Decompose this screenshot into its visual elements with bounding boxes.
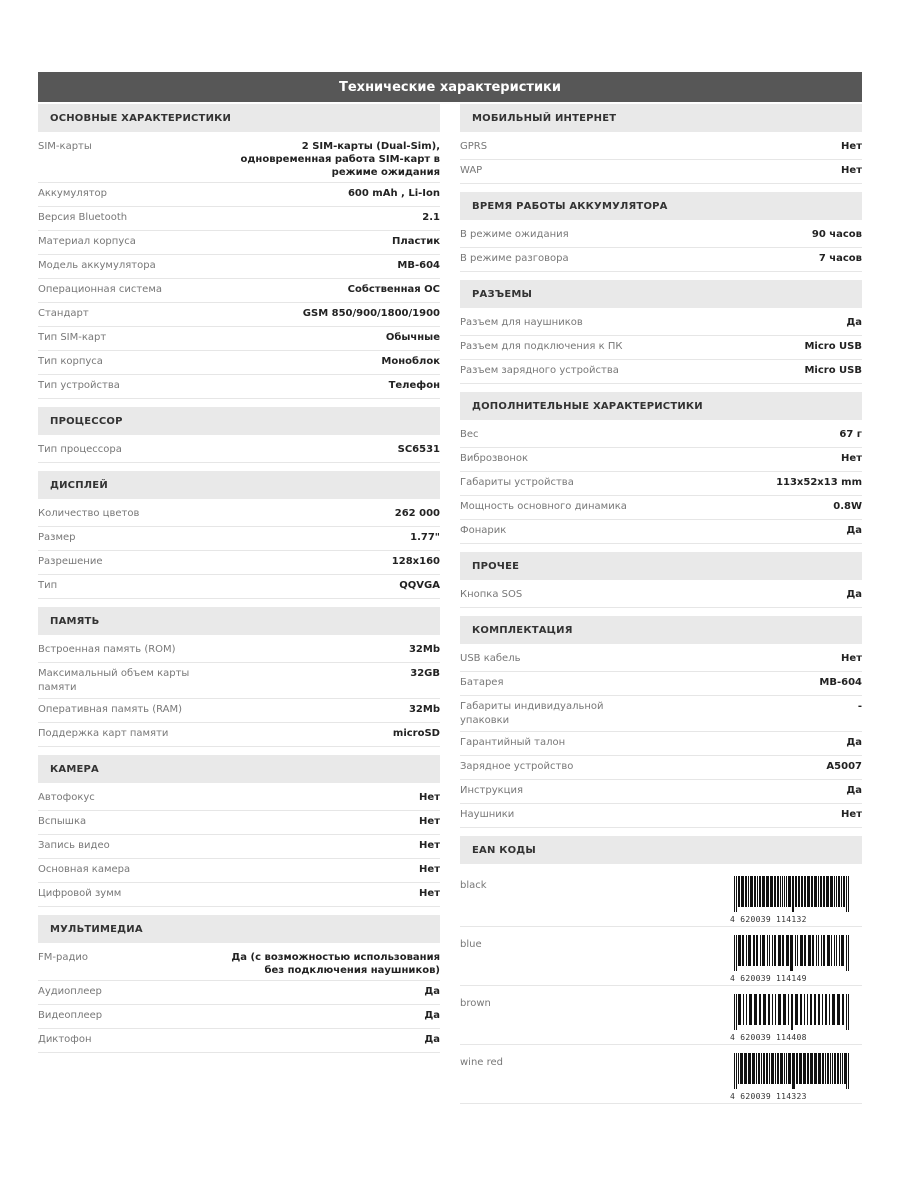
spec-label: Вес bbox=[460, 429, 479, 440]
spec-value: Да bbox=[846, 785, 862, 796]
barcode-bars bbox=[730, 935, 854, 971]
spec-value: Нет bbox=[841, 141, 862, 152]
spec-value: 262 000 bbox=[394, 508, 440, 519]
spec-section bbox=[460, 392, 862, 544]
spec-value: 32Mb bbox=[408, 704, 440, 715]
spec-label: В режиме ожидания bbox=[460, 229, 569, 240]
spec-label: Операционная система bbox=[38, 284, 163, 295]
spec-value: Нет bbox=[419, 840, 440, 851]
ean-row bbox=[460, 1045, 862, 1104]
spec-label: Зарядное устройство bbox=[460, 761, 574, 772]
spec-section bbox=[38, 104, 440, 399]
spec-label: Версия Bluetooth bbox=[38, 212, 128, 223]
spec-label: Размер bbox=[38, 532, 76, 543]
spec-value: Телефон bbox=[388, 380, 440, 391]
spec-row bbox=[38, 575, 440, 599]
spec-row bbox=[38, 375, 440, 399]
spec-section bbox=[38, 407, 440, 463]
spec-section bbox=[460, 192, 862, 272]
spec-label: Модель аккумулятора bbox=[38, 260, 156, 271]
spec-label: Батарея bbox=[460, 677, 504, 688]
spec-label: Тип SIM-карт bbox=[38, 332, 107, 343]
spec-row bbox=[38, 279, 440, 303]
barcode-bars bbox=[730, 876, 854, 912]
spec-value: MB-604 bbox=[397, 260, 440, 271]
spec-label: Видеоплеер bbox=[38, 1010, 103, 1021]
spec-row bbox=[460, 248, 862, 272]
spec-value: microSD bbox=[392, 728, 440, 739]
spec-row bbox=[460, 360, 862, 384]
spec-label: Фонарик bbox=[460, 525, 507, 536]
spec-value: Да bbox=[846, 317, 862, 328]
spec-row bbox=[38, 835, 440, 859]
spec-row bbox=[38, 303, 440, 327]
barcode-bars bbox=[730, 994, 854, 1030]
spec-row bbox=[460, 584, 862, 608]
barcode bbox=[730, 994, 854, 1040]
spec-label: Запись видео bbox=[38, 840, 110, 851]
spec-section bbox=[460, 104, 862, 184]
spec-row bbox=[38, 551, 440, 575]
spec-value: 7 часов bbox=[818, 253, 862, 264]
spec-row bbox=[38, 327, 440, 351]
spec-label: SIM-карты bbox=[38, 141, 92, 152]
section-heading: МУЛЬТИМЕДИА bbox=[38, 915, 440, 943]
ean-row bbox=[460, 927, 862, 986]
spec-row bbox=[460, 136, 862, 160]
spec-value: Нет bbox=[419, 888, 440, 899]
spec-row bbox=[38, 231, 440, 255]
spec-section bbox=[38, 755, 440, 907]
section-heading: ПРОЧЕЕ bbox=[460, 552, 862, 580]
barcode-number: 4 620039 114149 bbox=[730, 974, 807, 983]
spec-row bbox=[460, 160, 862, 184]
spec-value: SC6531 bbox=[397, 444, 440, 455]
spec-row bbox=[38, 723, 440, 747]
spec-value: A5007 bbox=[826, 761, 862, 772]
spec-label: Тип процессора bbox=[38, 444, 122, 455]
ean-row bbox=[460, 868, 862, 927]
section-heading: ПРОЦЕССОР bbox=[38, 407, 440, 435]
spec-section bbox=[460, 616, 862, 828]
spec-row bbox=[38, 947, 440, 981]
spec-label: Разрешение bbox=[38, 556, 103, 567]
spec-label: Аудиоплеер bbox=[38, 986, 102, 997]
spec-value: 0.8W bbox=[833, 501, 862, 512]
spec-row bbox=[460, 312, 862, 336]
section-heading: ПАМЯТЬ bbox=[38, 607, 440, 635]
spec-label: Разъем для подключения к ПК bbox=[460, 341, 623, 352]
spec-value: Да bbox=[424, 1010, 440, 1021]
spec-row bbox=[460, 696, 862, 732]
spec-section bbox=[38, 915, 440, 1053]
spec-value: Micro USB bbox=[804, 341, 862, 352]
spec-row bbox=[38, 351, 440, 375]
spec-value: Да bbox=[424, 1034, 440, 1045]
section-heading: КОМПЛЕКТАЦИЯ bbox=[460, 616, 862, 644]
spec-value: Нет bbox=[419, 792, 440, 803]
spec-row bbox=[460, 336, 862, 360]
spec-label: Габариты устройства bbox=[460, 477, 574, 488]
spec-label: Цифровой зумм bbox=[38, 888, 122, 899]
spec-label: Разъем для наушников bbox=[460, 317, 583, 328]
spec-value: Да (с возможностью использования без подключения наушников) bbox=[231, 952, 440, 976]
spec-label: USB кабель bbox=[460, 653, 521, 664]
section-heading: ОСНОВНЫЕ ХАРАКТЕРИСТИКИ bbox=[38, 104, 440, 132]
spec-row bbox=[460, 472, 862, 496]
spec-value: 90 часов bbox=[811, 229, 862, 240]
spec-value: 32GB bbox=[410, 668, 440, 679]
spec-label: Оперативная память (RAM) bbox=[38, 704, 183, 715]
spec-label: Тип устройства bbox=[38, 380, 120, 391]
ean-color-label: wine red bbox=[460, 1057, 504, 1068]
left-column bbox=[38, 104, 440, 1061]
spec-row bbox=[460, 496, 862, 520]
section-heading: ДИСПЛЕЙ bbox=[38, 471, 440, 499]
spec-value: Нет bbox=[419, 864, 440, 875]
spec-label: Основная камера bbox=[38, 864, 131, 875]
spec-value: Да bbox=[846, 737, 862, 748]
spec-value: Нет bbox=[841, 653, 862, 664]
spec-value: 128x160 bbox=[391, 556, 440, 567]
spec-row bbox=[38, 1005, 440, 1029]
spec-value: Собственная ОС bbox=[347, 284, 440, 295]
spec-value: 67 г bbox=[839, 429, 862, 440]
spec-value: 1.77" bbox=[410, 532, 440, 543]
spec-label: В режиме разговора bbox=[460, 253, 569, 264]
spec-row bbox=[460, 520, 862, 544]
spec-row bbox=[38, 136, 440, 183]
spec-label: Тип bbox=[38, 580, 58, 591]
spec-row bbox=[38, 439, 440, 463]
spec-label: Материал корпуса bbox=[38, 236, 136, 247]
spec-label: Аккумулятор bbox=[38, 188, 107, 199]
spec-label: Тип корпуса bbox=[38, 356, 103, 367]
spec-label: Габариты индивидуальной упаковки bbox=[460, 701, 604, 726]
section-heading: МОБИЛЬНЫЙ ИНТЕРНЕТ bbox=[460, 104, 862, 132]
spec-label: Мощность основного динамика bbox=[460, 501, 627, 512]
spec-label: Кнопка SOS bbox=[460, 589, 523, 600]
spec-value: 113x52x13 mm bbox=[776, 477, 862, 488]
spec-section bbox=[460, 280, 862, 384]
spec-row bbox=[38, 859, 440, 883]
spec-row bbox=[460, 448, 862, 472]
spec-label: WAP bbox=[460, 165, 483, 176]
spec-value: 2.1 bbox=[422, 212, 440, 223]
spec-label: Максимальный объем карты памяти bbox=[38, 668, 190, 693]
spec-label: Поддержка карт памяти bbox=[38, 728, 169, 739]
spec-value: Нет bbox=[841, 453, 862, 464]
barcode-number: 4 620039 114323 bbox=[730, 1092, 807, 1101]
spec-label: Разъем зарядного устройства bbox=[460, 365, 619, 376]
spec-row bbox=[38, 811, 440, 835]
spec-value: Нет bbox=[841, 165, 862, 176]
section-heading: EAN КОДЫ bbox=[460, 836, 862, 864]
spec-label: Инструкция bbox=[460, 785, 523, 796]
spec-row bbox=[460, 424, 862, 448]
spec-value: 32Mb bbox=[408, 644, 440, 655]
spec-row bbox=[460, 224, 862, 248]
spec-value: 600 mAh , Li-Ion bbox=[347, 188, 440, 199]
spec-row bbox=[38, 639, 440, 663]
spec-label: Наушники bbox=[460, 809, 515, 820]
spec-label: Автофокус bbox=[38, 792, 95, 803]
barcode-number: 4 620039 114408 bbox=[730, 1033, 807, 1042]
spec-row bbox=[38, 663, 440, 699]
ean-row bbox=[460, 986, 862, 1045]
spec-row bbox=[38, 1029, 440, 1053]
spec-label: FM-радио bbox=[38, 952, 88, 963]
spec-row bbox=[38, 207, 440, 231]
spec-row bbox=[460, 732, 862, 756]
spec-label: Встроенная память (ROM) bbox=[38, 644, 176, 655]
spec-label: Стандарт bbox=[38, 308, 89, 319]
barcode bbox=[730, 1053, 854, 1099]
section-heading: РАЗЪЕМЫ bbox=[460, 280, 862, 308]
spec-section bbox=[38, 471, 440, 599]
ean-color-label: black bbox=[460, 880, 487, 891]
spec-label: Диктофон bbox=[38, 1034, 92, 1045]
spec-label: Количество цветов bbox=[38, 508, 140, 519]
spec-value: Да bbox=[424, 986, 440, 997]
spec-value: Пластик bbox=[392, 236, 440, 247]
spec-value: 2 SIM-карты (Dual-Sim), одновременная работа SIM-карт в режиме ожидания bbox=[240, 141, 440, 178]
page-title: Технические характеристики bbox=[38, 72, 862, 102]
spec-section bbox=[460, 552, 862, 608]
spec-row bbox=[460, 672, 862, 696]
spec-value: MB-604 bbox=[819, 677, 862, 688]
barcode bbox=[730, 876, 854, 922]
spec-row bbox=[38, 981, 440, 1005]
right-column bbox=[460, 104, 862, 1112]
section-heading: ВРЕМЯ РАБОТЫ АККУМУЛЯТОРА bbox=[460, 192, 862, 220]
spec-value: Обычные bbox=[385, 332, 440, 343]
spec-value: Нет bbox=[419, 816, 440, 827]
spec-label: Виброзвонок bbox=[460, 453, 529, 464]
spec-row bbox=[38, 527, 440, 551]
spec-value: - bbox=[857, 701, 862, 712]
spec-value: Да bbox=[846, 525, 862, 536]
ean-color-label: brown bbox=[460, 998, 491, 1009]
ean-section bbox=[460, 836, 862, 1104]
spec-label: Вспышка bbox=[38, 816, 87, 827]
spec-section bbox=[38, 607, 440, 747]
barcode-bars bbox=[730, 1053, 854, 1089]
spec-row bbox=[460, 756, 862, 780]
spec-value: QQVGA bbox=[399, 580, 440, 591]
spec-row bbox=[38, 503, 440, 527]
spec-row bbox=[38, 183, 440, 207]
spec-label: Гарантийный талон bbox=[460, 737, 566, 748]
spec-value: Нет bbox=[841, 809, 862, 820]
barcode-number: 4 620039 114132 bbox=[730, 915, 807, 924]
section-heading: ДОПОЛНИТЕЛЬНЫЕ ХАРАКТЕРИСТИКИ bbox=[460, 392, 862, 420]
spec-row bbox=[38, 787, 440, 811]
spec-label: GPRS bbox=[460, 141, 488, 152]
spec-value: Micro USB bbox=[804, 365, 862, 376]
spec-row bbox=[38, 699, 440, 723]
ean-color-label: blue bbox=[460, 939, 482, 950]
barcode bbox=[730, 935, 854, 981]
spec-row bbox=[38, 883, 440, 907]
spec-value: Да bbox=[846, 589, 862, 600]
spec-row bbox=[460, 804, 862, 828]
spec-row bbox=[460, 780, 862, 804]
section-heading: КАМЕРА bbox=[38, 755, 440, 783]
spec-row bbox=[460, 648, 862, 672]
spec-row bbox=[38, 255, 440, 279]
spec-value: GSM 850/900/1800/1900 bbox=[302, 308, 440, 319]
spec-value: Моноблок bbox=[381, 356, 440, 367]
